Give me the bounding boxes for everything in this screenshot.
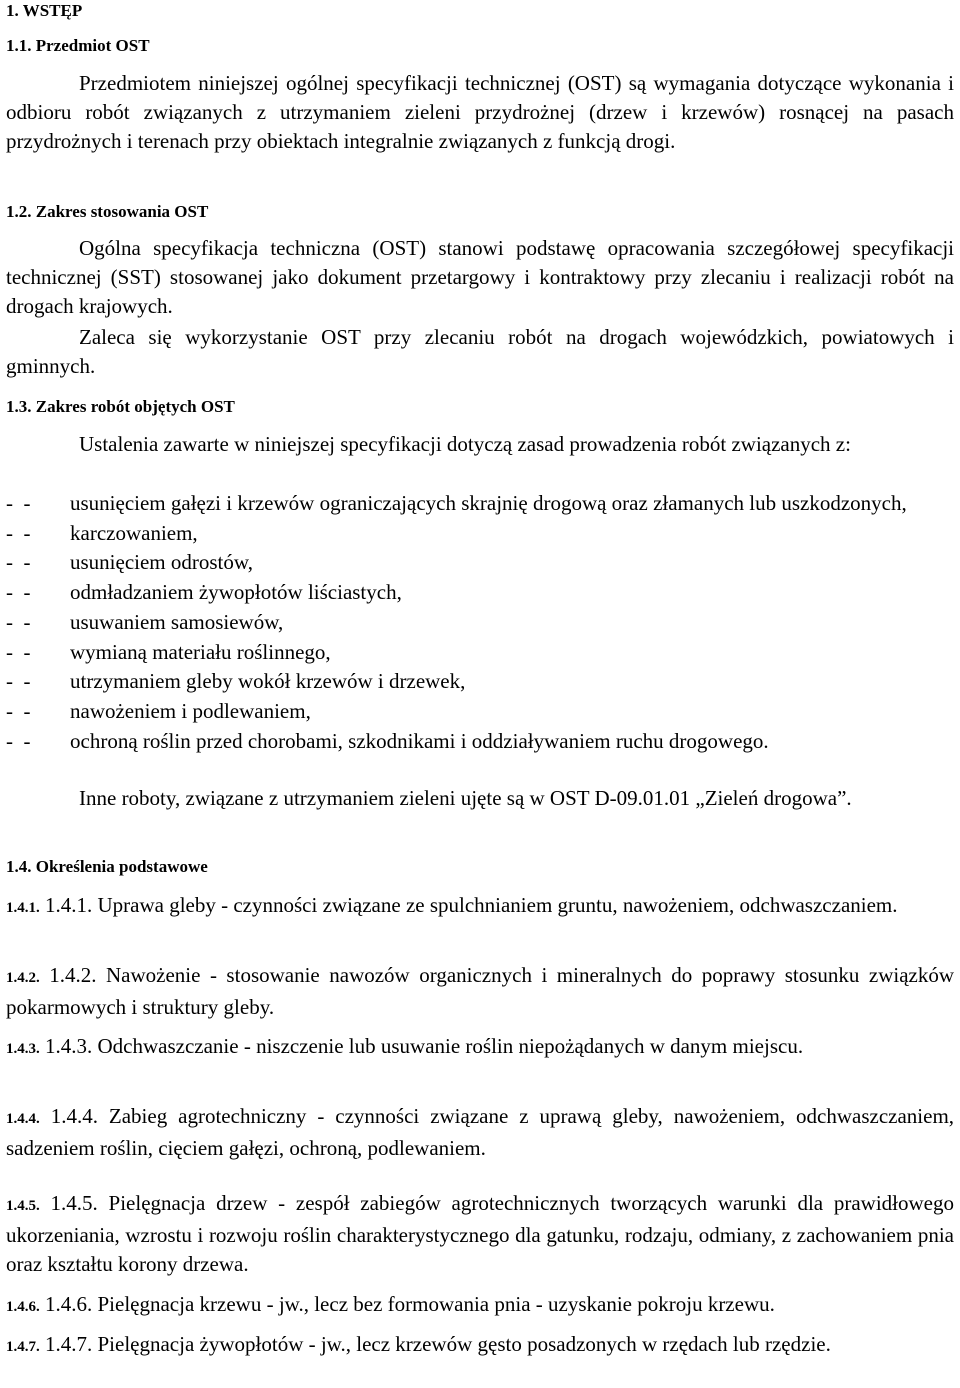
section-1-3-intro: Ustalenia zawarte w niniejszej specyfikacji dotyczą zasad prowadzenia robót związanych z: bbox=[79, 432, 851, 456]
list-item: - - usunięciem odrostów, bbox=[6, 548, 954, 578]
scope-list bbox=[6, 489, 954, 756]
definition-1-4-3: 1.4.3. 1.4.3. Odchwaszczanie - niszczenie lub usuwanie roślin niepożądanych w danym miejscu. bbox=[6, 1034, 804, 1058]
section-1-2-paragraph-1: Ogólna specyfikacja techniczna (OST) stanowi podstawę opracowania szczegółowej specyfikacji technicznej (SST) stosowanej jako dokument przetargowy i kontraktowy przy zlecaniu i realizacji robót na drogach krajowych. bbox=[6, 236, 954, 318]
definition-1-4-7: 1.4.7. 1.4.7. Pielęgnacja żywopłotów - jw., lecz krzewów gęsto posadzonych w rzędach lub rzędzie. bbox=[6, 1332, 831, 1356]
definition-1-4-1: 1.4.1. 1.4.1. Uprawa gleby - czynności związane ze spulchnianiem gruntu, nawożeniem, odchwaszczaniem. bbox=[6, 893, 898, 917]
definition-1-4-4: 1.4.4. 1.4.4. Zabieg agrotechniczny - czynności związane z uprawą gleby, nawożeniem, odchwaszczaniem, sadzeniem roślin, cięciem gałęzi, ochroną, podlewaniem. bbox=[6, 1104, 955, 1160]
list-marker: - - bbox=[6, 550, 31, 575]
list-item: - - odmładzaniem żywopłotów liściastych, bbox=[6, 578, 954, 608]
definition-1-4-2: 1.4.2. 1.4.2. Nawożenie - stosowanie nawozów organicznych i mineralnych do poprawy stosunku związków pokarmowych i struktury gleby. bbox=[6, 963, 955, 1019]
list-marker: - - bbox=[6, 491, 31, 515]
definition-1-4-5: 1.4.5. 1.4.5. Pielęgnacja drzew - zespół zabiegów agrotechnicznych tworzących warunki dla prawidłowego ukorzeniania, wzrostu i rozwoju roślin charakterystycznego dla gatunku, rodzaju, odmiany, z zachowaniem pnia oraz kształtu korony drzewa. bbox=[6, 1191, 955, 1276]
list-marker: - - bbox=[6, 698, 31, 723]
list-marker: - - bbox=[6, 580, 31, 605]
list-marker: - - bbox=[6, 520, 31, 545]
list-item: - - nawożeniem i podlewaniem, bbox=[6, 697, 954, 727]
list-item: - - utrzymaniem gleby wokół krzewów i drzewek, bbox=[6, 667, 954, 697]
section-1-2-paragraph-2: Zaleca się wykorzystanie OST przy zlecaniu robót na drogach wojewódzkich, powiatowych i gminnych. bbox=[6, 325, 954, 378]
definition-1-4-6: 1.4.6. 1.4.6. Pielęgnacja krzewu - jw., lecz bez formowania pnia - uzyskanie pokroju krzewu. bbox=[6, 1292, 775, 1316]
list-marker: - - bbox=[6, 639, 31, 664]
list-marker: - - bbox=[6, 669, 31, 694]
list-marker: - - bbox=[6, 728, 31, 753]
chapter-heading: 1. WSTĘP bbox=[6, 1, 83, 20]
list-item: - - wymianą materiału roślinnego, bbox=[6, 638, 954, 668]
list-item: - - karczowaniem, bbox=[6, 519, 954, 549]
section-heading-1-3: 1.3. Zakres robót objętych OST bbox=[6, 397, 235, 416]
list-item: - - usuwaniem samosiewów, bbox=[6, 608, 954, 638]
section-1-1-paragraph: Przedmiotem niniejszej ogólnej specyfikacji technicznej (OST) są wymagania dotyczące wykonania i odbioru robót związanych z utrzymaniem zieleni przydrożnej (drzew i krzewów) rosnącej na pasach przydrożnych i terenach przy obiektach integralnie związanych z funkcją drogi. bbox=[6, 71, 954, 153]
section-heading-1-4: 1.4. Określenia podstawowe bbox=[6, 857, 208, 876]
section-1-3-outro: Inne roboty, związane z utrzymaniem zieleni ujęte są w OST D-09.01.01 „Zieleń drogowa”. bbox=[79, 786, 852, 810]
list-item: - - ochroną roślin przed chorobami, szkodnikami i oddziaływaniem ruchu drogowego. bbox=[6, 727, 954, 757]
section-heading-1-1: 1.1. Przedmiot OST bbox=[6, 36, 150, 55]
list-item: - - usunięciem gałęzi i krzewów ograniczających skrajnię drogową oraz złamanych lub uszkodzonych, bbox=[6, 489, 954, 519]
section-heading-1-2: 1.2. Zakres stosowania OST bbox=[6, 202, 209, 221]
list-marker: - - bbox=[6, 609, 31, 634]
